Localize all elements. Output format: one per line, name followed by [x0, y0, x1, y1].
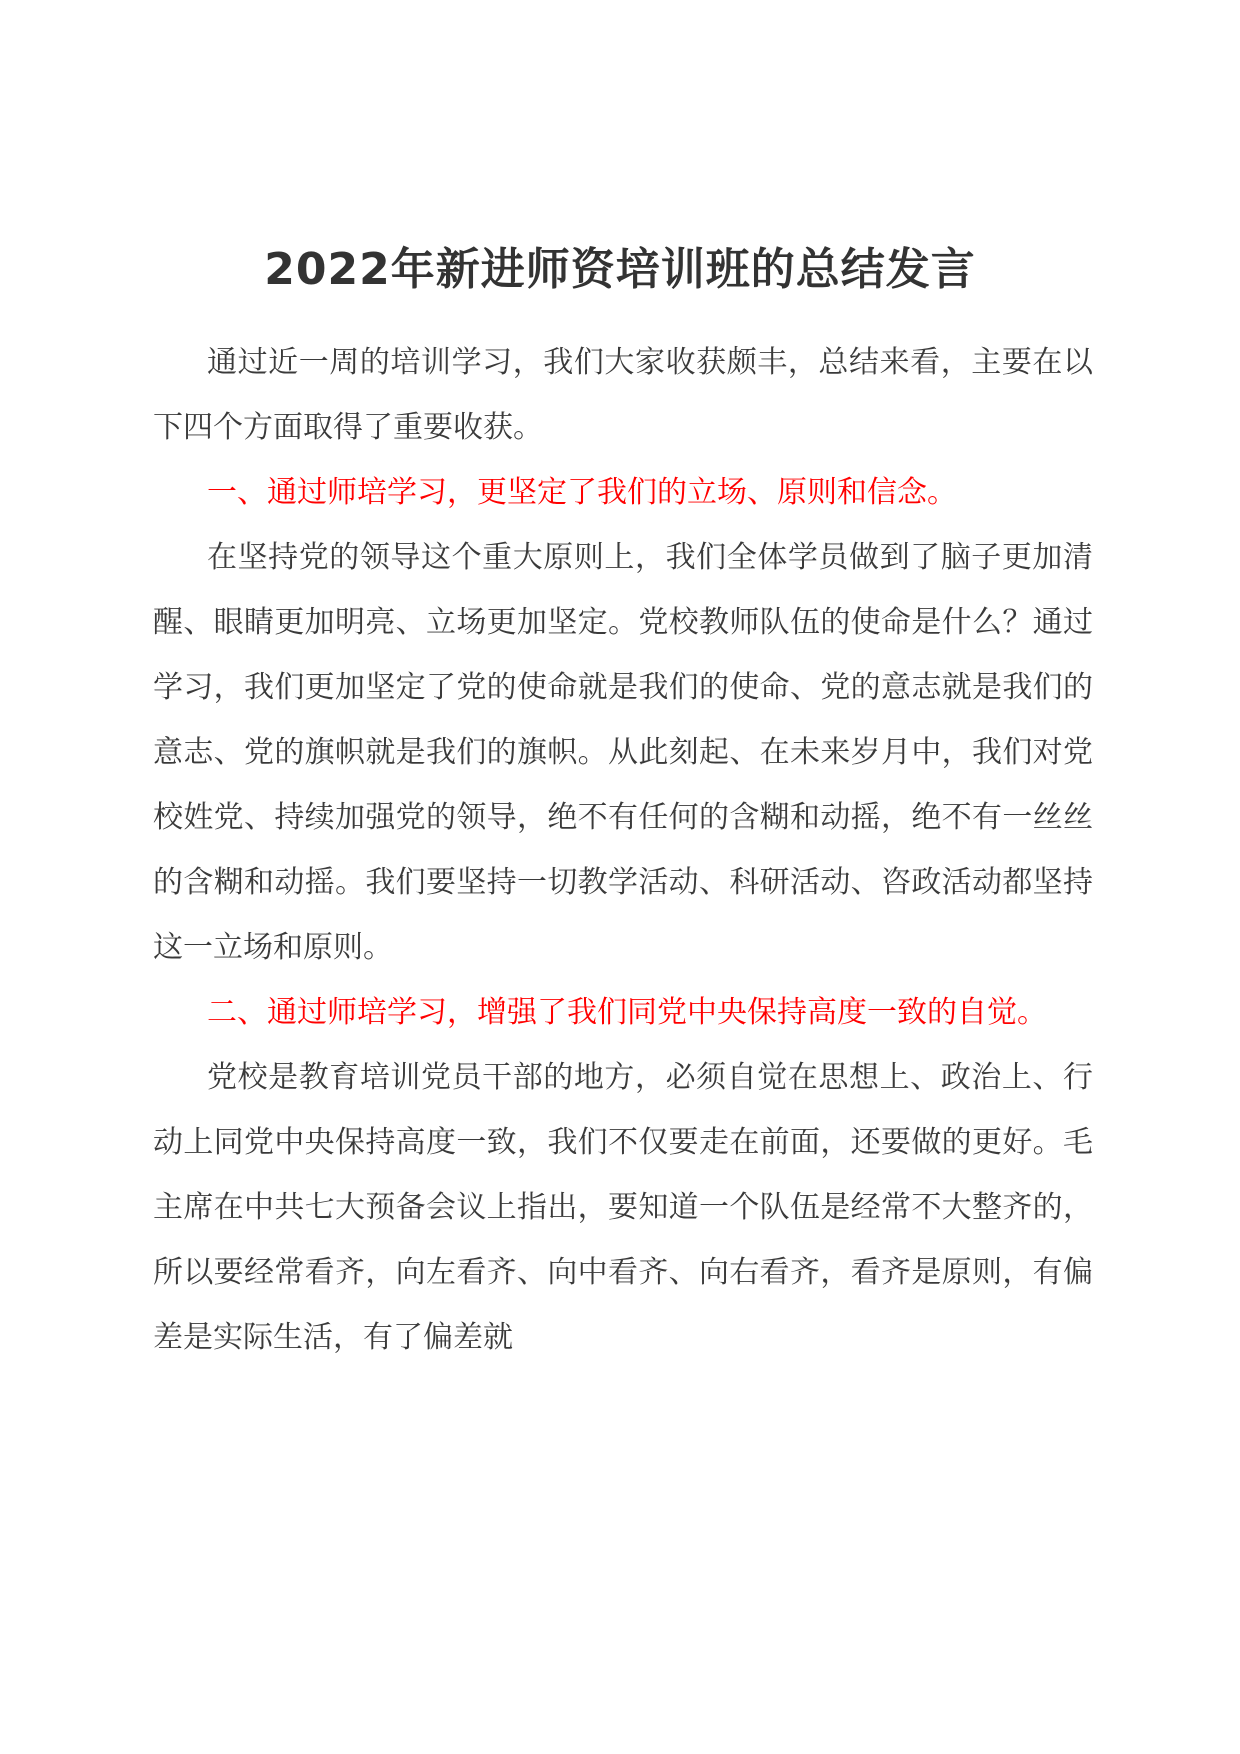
section-heading-2: 二、通过师培学习，增强了我们同党中央保持高度一致的自觉。 [207, 995, 1047, 1030]
page-title: 2022年新进师资培训班的总结发言 [264, 244, 976, 295]
section-heading-1: 一、通过师培学习，更坚定了我们的立场、原则和信念。 [207, 475, 957, 510]
intro-paragraph: 通过近一周的培训学习，我们大家收获颇丰，总结来看，主要在以下四个方面取得了重要收获。 [153, 345, 1093, 445]
section-paragraph-2: 党校是教育培训党员干部的地方，必须自觉在思想上、政治上、行动上同党中央保持高度一致，我们不仅要走在前面，还要做的更好。毛主席在中共七大预备会议上指出，要知道一个队伍是经常不大整齐的，所以要经常看齐，向左看齐、向中看齐、向右看齐，看齐是原则，有偏差是实际生活，有了偏差就 [153, 1060, 1093, 1355]
document-body [153, 330, 1093, 1370]
section-paragraph-1: 在坚持党的领导这个重大原则上，我们全体学员做到了脑子更加清醒、眼睛更加明亮、立场更加坚定。党校教师队伍的使命是什么？通过学习，我们更加坚定了党的使命就是我们的使命、党的意志就是我们的意志、党的旗帜就是我们的旗帜。从此刻起、在未来岁月中，我们对党校姓党、持续加强党的领导，绝不有任何的含糊和动摇，绝不有一丝丝的含糊和动摇。我们要坚持一切教学活动、科研活动、咨政活动都坚持这一立场和原则。 [153, 540, 1093, 965]
